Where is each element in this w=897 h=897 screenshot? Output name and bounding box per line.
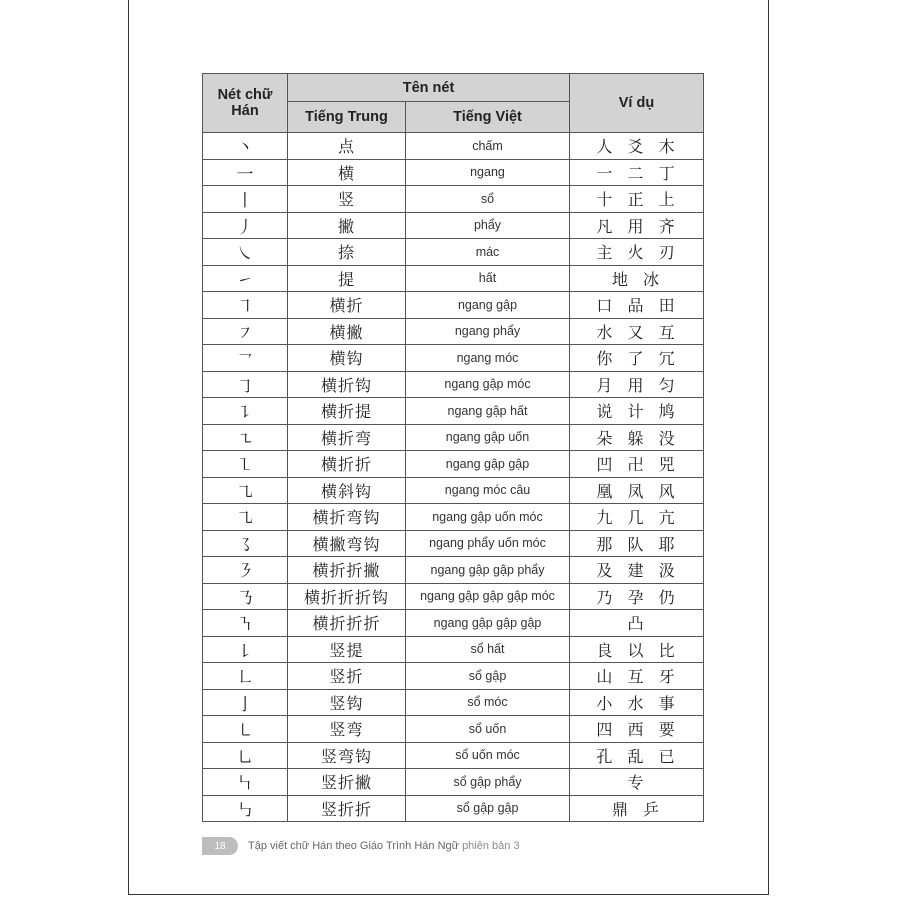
example-cell: 口 品 田 xyxy=(570,292,704,319)
example-cell: 鼎 乒 xyxy=(570,795,704,822)
example-cell: 四 西 要 xyxy=(570,716,704,743)
page-footer xyxy=(202,837,520,855)
table-row xyxy=(203,477,704,504)
table-row xyxy=(203,345,704,372)
chinese-name-cell: 竖折折 xyxy=(288,795,406,822)
vietnamese-name-cell: ngang phẩy xyxy=(406,318,570,345)
chinese-name-cell: 横折折折钩 xyxy=(288,583,406,610)
vietnamese-name-cell: ngang gập xyxy=(406,292,570,319)
vietnamese-name-cell: ngang móc câu xyxy=(406,477,570,504)
table-row xyxy=(203,212,704,239)
vietnamese-name-cell: phẩy xyxy=(406,212,570,239)
stroke-cell: 一 xyxy=(203,159,288,186)
example-cell: 九 几 亢 xyxy=(570,504,704,531)
example-cell: 孔 乱 已 xyxy=(570,742,704,769)
table-row xyxy=(203,265,704,292)
chinese-name-cell: 竖折撇 xyxy=(288,769,406,796)
header-vietnamese: Tiếng Việt xyxy=(406,102,570,133)
chinese-name-cell: 捺 xyxy=(288,239,406,266)
table-row xyxy=(203,398,704,425)
chinese-name-cell: 点 xyxy=(288,133,406,160)
stroke-cell: ㇀ xyxy=(203,265,288,292)
example-cell: 凡 用 齐 xyxy=(570,212,704,239)
header-stroke: Nét chữ Hán xyxy=(203,74,288,133)
table-row xyxy=(203,795,704,822)
vietnamese-name-cell: sổ uốn móc xyxy=(406,742,570,769)
vietnamese-name-cell: mác xyxy=(406,239,570,266)
vietnamese-name-cell: ngang móc xyxy=(406,345,570,372)
chinese-name-cell: 横斜钩 xyxy=(288,477,406,504)
example-cell: 凸 xyxy=(570,610,704,637)
example-cell: 主 火 刃 xyxy=(570,239,704,266)
example-cell: 人 爻 木 xyxy=(570,133,704,160)
vietnamese-name-cell: sổ móc xyxy=(406,689,570,716)
chinese-name-cell: 横折折 xyxy=(288,451,406,478)
vietnamese-name-cell: ngang gập uốn móc xyxy=(406,504,570,531)
vietnamese-name-cell: sổ gập gập xyxy=(406,795,570,822)
stroke-cell: ㇗ xyxy=(203,663,288,690)
stroke-cell: ㇄ xyxy=(203,716,288,743)
page-number: 18 xyxy=(202,837,238,855)
footer-title: Tập viết chữ Hán theo Giáo Trình Hán Ngữ xyxy=(248,840,459,852)
chinese-name-cell: 横撇 xyxy=(288,318,406,345)
example-cell: 良 以 比 xyxy=(570,636,704,663)
vietnamese-name-cell: sổ xyxy=(406,186,570,213)
example-cell: 地 冰 xyxy=(570,265,704,292)
table-row xyxy=(203,689,704,716)
table-row xyxy=(203,716,704,743)
example-cell: 十 正 上 xyxy=(570,186,704,213)
table-row xyxy=(203,663,704,690)
table-row xyxy=(203,318,704,345)
stroke-cell: ㇌ xyxy=(203,530,288,557)
chinese-name-cell: 横折弯钩 xyxy=(288,504,406,531)
table-row xyxy=(203,292,704,319)
stroke-table-body xyxy=(203,133,704,822)
chinese-name-cell: 竖钩 xyxy=(288,689,406,716)
stroke-cell: ㇉ xyxy=(203,795,288,822)
chinese-name-cell: 横折钩 xyxy=(288,371,406,398)
vietnamese-name-cell: ngang gập uốn xyxy=(406,424,570,451)
stroke-cell: ㇈ xyxy=(203,504,288,531)
header-chinese: Tiếng Trung xyxy=(288,102,406,133)
header-stroke-name: Tên nét xyxy=(288,74,570,102)
table-row xyxy=(203,742,704,769)
chinese-name-cell: 竖弯 xyxy=(288,716,406,743)
example-cell: 月 用 匀 xyxy=(570,371,704,398)
vietnamese-name-cell: ngang gập gập gập xyxy=(406,610,570,637)
vietnamese-name-cell: ngang gập móc xyxy=(406,371,570,398)
stroke-cell: ㇎ xyxy=(203,610,288,637)
vietnamese-name-cell: sổ gập xyxy=(406,663,570,690)
table-row xyxy=(203,186,704,213)
stroke-cell: ㇈ xyxy=(203,477,288,504)
vietnamese-name-cell: ngang phẩy uốn móc xyxy=(406,530,570,557)
vietnamese-name-cell: sổ gập phẩy xyxy=(406,769,570,796)
table-row xyxy=(203,451,704,478)
example-cell: 水 又 互 xyxy=(570,318,704,345)
example-cell: 凹 卍 兕 xyxy=(570,451,704,478)
table-row xyxy=(203,239,704,266)
stroke-cell: ㇞ xyxy=(203,769,288,796)
example-cell: 及 建 汲 xyxy=(570,557,704,584)
stroke-table xyxy=(202,73,704,822)
table-row xyxy=(203,371,704,398)
table-row xyxy=(203,424,704,451)
table-row xyxy=(203,636,704,663)
chinese-name-cell: 横折折折 xyxy=(288,610,406,637)
example-cell: 朵 躲 没 xyxy=(570,424,704,451)
footer-edition: phiên bản 3 xyxy=(462,840,520,852)
vietnamese-name-cell: ngang gập hất xyxy=(406,398,570,425)
example-cell: 乃 孕 仍 xyxy=(570,583,704,610)
example-cell: 一 二 丁 xyxy=(570,159,704,186)
example-cell: 山 互 牙 xyxy=(570,663,704,690)
chinese-name-cell: 横折弯 xyxy=(288,424,406,451)
stroke-cell: ㇍ xyxy=(203,424,288,451)
stroke-cell: 亅 xyxy=(203,689,288,716)
footer-text xyxy=(248,840,520,852)
stroke-cell: ㇇ xyxy=(203,318,288,345)
chinese-name-cell: 横折 xyxy=(288,292,406,319)
vietnamese-name-cell: ngang gập gập gập móc xyxy=(406,583,570,610)
stroke-cell: ㇙ xyxy=(203,636,288,663)
vietnamese-name-cell: hất xyxy=(406,265,570,292)
stroke-cell: ㇋ xyxy=(203,557,288,584)
stroke-cell: ㇆ xyxy=(203,371,288,398)
chinese-name-cell: 横折提 xyxy=(288,398,406,425)
example-cell: 小 水 事 xyxy=(570,689,704,716)
example-cell: 凰 凤 风 xyxy=(570,477,704,504)
chinese-name-cell: 竖提 xyxy=(288,636,406,663)
table-row xyxy=(203,504,704,531)
stroke-cell: ㇏ xyxy=(203,239,288,266)
vietnamese-name-cell: chấm xyxy=(406,133,570,160)
vietnamese-name-cell: sổ hất xyxy=(406,636,570,663)
stroke-cell: ㇊ xyxy=(203,398,288,425)
header-example: Ví dụ xyxy=(570,74,704,133)
table-row xyxy=(203,159,704,186)
vietnamese-name-cell: ngang gập gập xyxy=(406,451,570,478)
chinese-name-cell: 横钩 xyxy=(288,345,406,372)
chinese-name-cell: 竖弯钩 xyxy=(288,742,406,769)
chinese-name-cell: 横 xyxy=(288,159,406,186)
table-row xyxy=(203,557,704,584)
chinese-name-cell: 竖折 xyxy=(288,663,406,690)
vietnamese-name-cell: ngang xyxy=(406,159,570,186)
stroke-cell: ㇕ xyxy=(203,292,288,319)
stroke-cell: ㇖ xyxy=(203,345,288,372)
example-cell: 说 计 鸠 xyxy=(570,398,704,425)
stroke-cell: ㇟ xyxy=(203,742,288,769)
vietnamese-name-cell: ngang gập gập phẩy xyxy=(406,557,570,584)
chinese-name-cell: 撇 xyxy=(288,212,406,239)
table-row xyxy=(203,530,704,557)
vietnamese-name-cell: sổ uốn xyxy=(406,716,570,743)
stroke-cell: ㇅ xyxy=(203,451,288,478)
example-cell: 你 了 冗 xyxy=(570,345,704,372)
stroke-cell: 丨 xyxy=(203,186,288,213)
stroke-cell: 丶 xyxy=(203,133,288,160)
stroke-cell: 丿 xyxy=(203,212,288,239)
example-cell: 那 队 耶 xyxy=(570,530,704,557)
table-row xyxy=(203,769,704,796)
chinese-name-cell: 竖 xyxy=(288,186,406,213)
chinese-name-cell: 横折折撇 xyxy=(288,557,406,584)
stroke-cell: ㇡ xyxy=(203,583,288,610)
table-row xyxy=(203,133,704,160)
chinese-name-cell: 横撇弯钩 xyxy=(288,530,406,557)
chinese-name-cell: 提 xyxy=(288,265,406,292)
table-row xyxy=(203,610,704,637)
example-cell: 专 xyxy=(570,769,704,796)
table-row xyxy=(203,583,704,610)
